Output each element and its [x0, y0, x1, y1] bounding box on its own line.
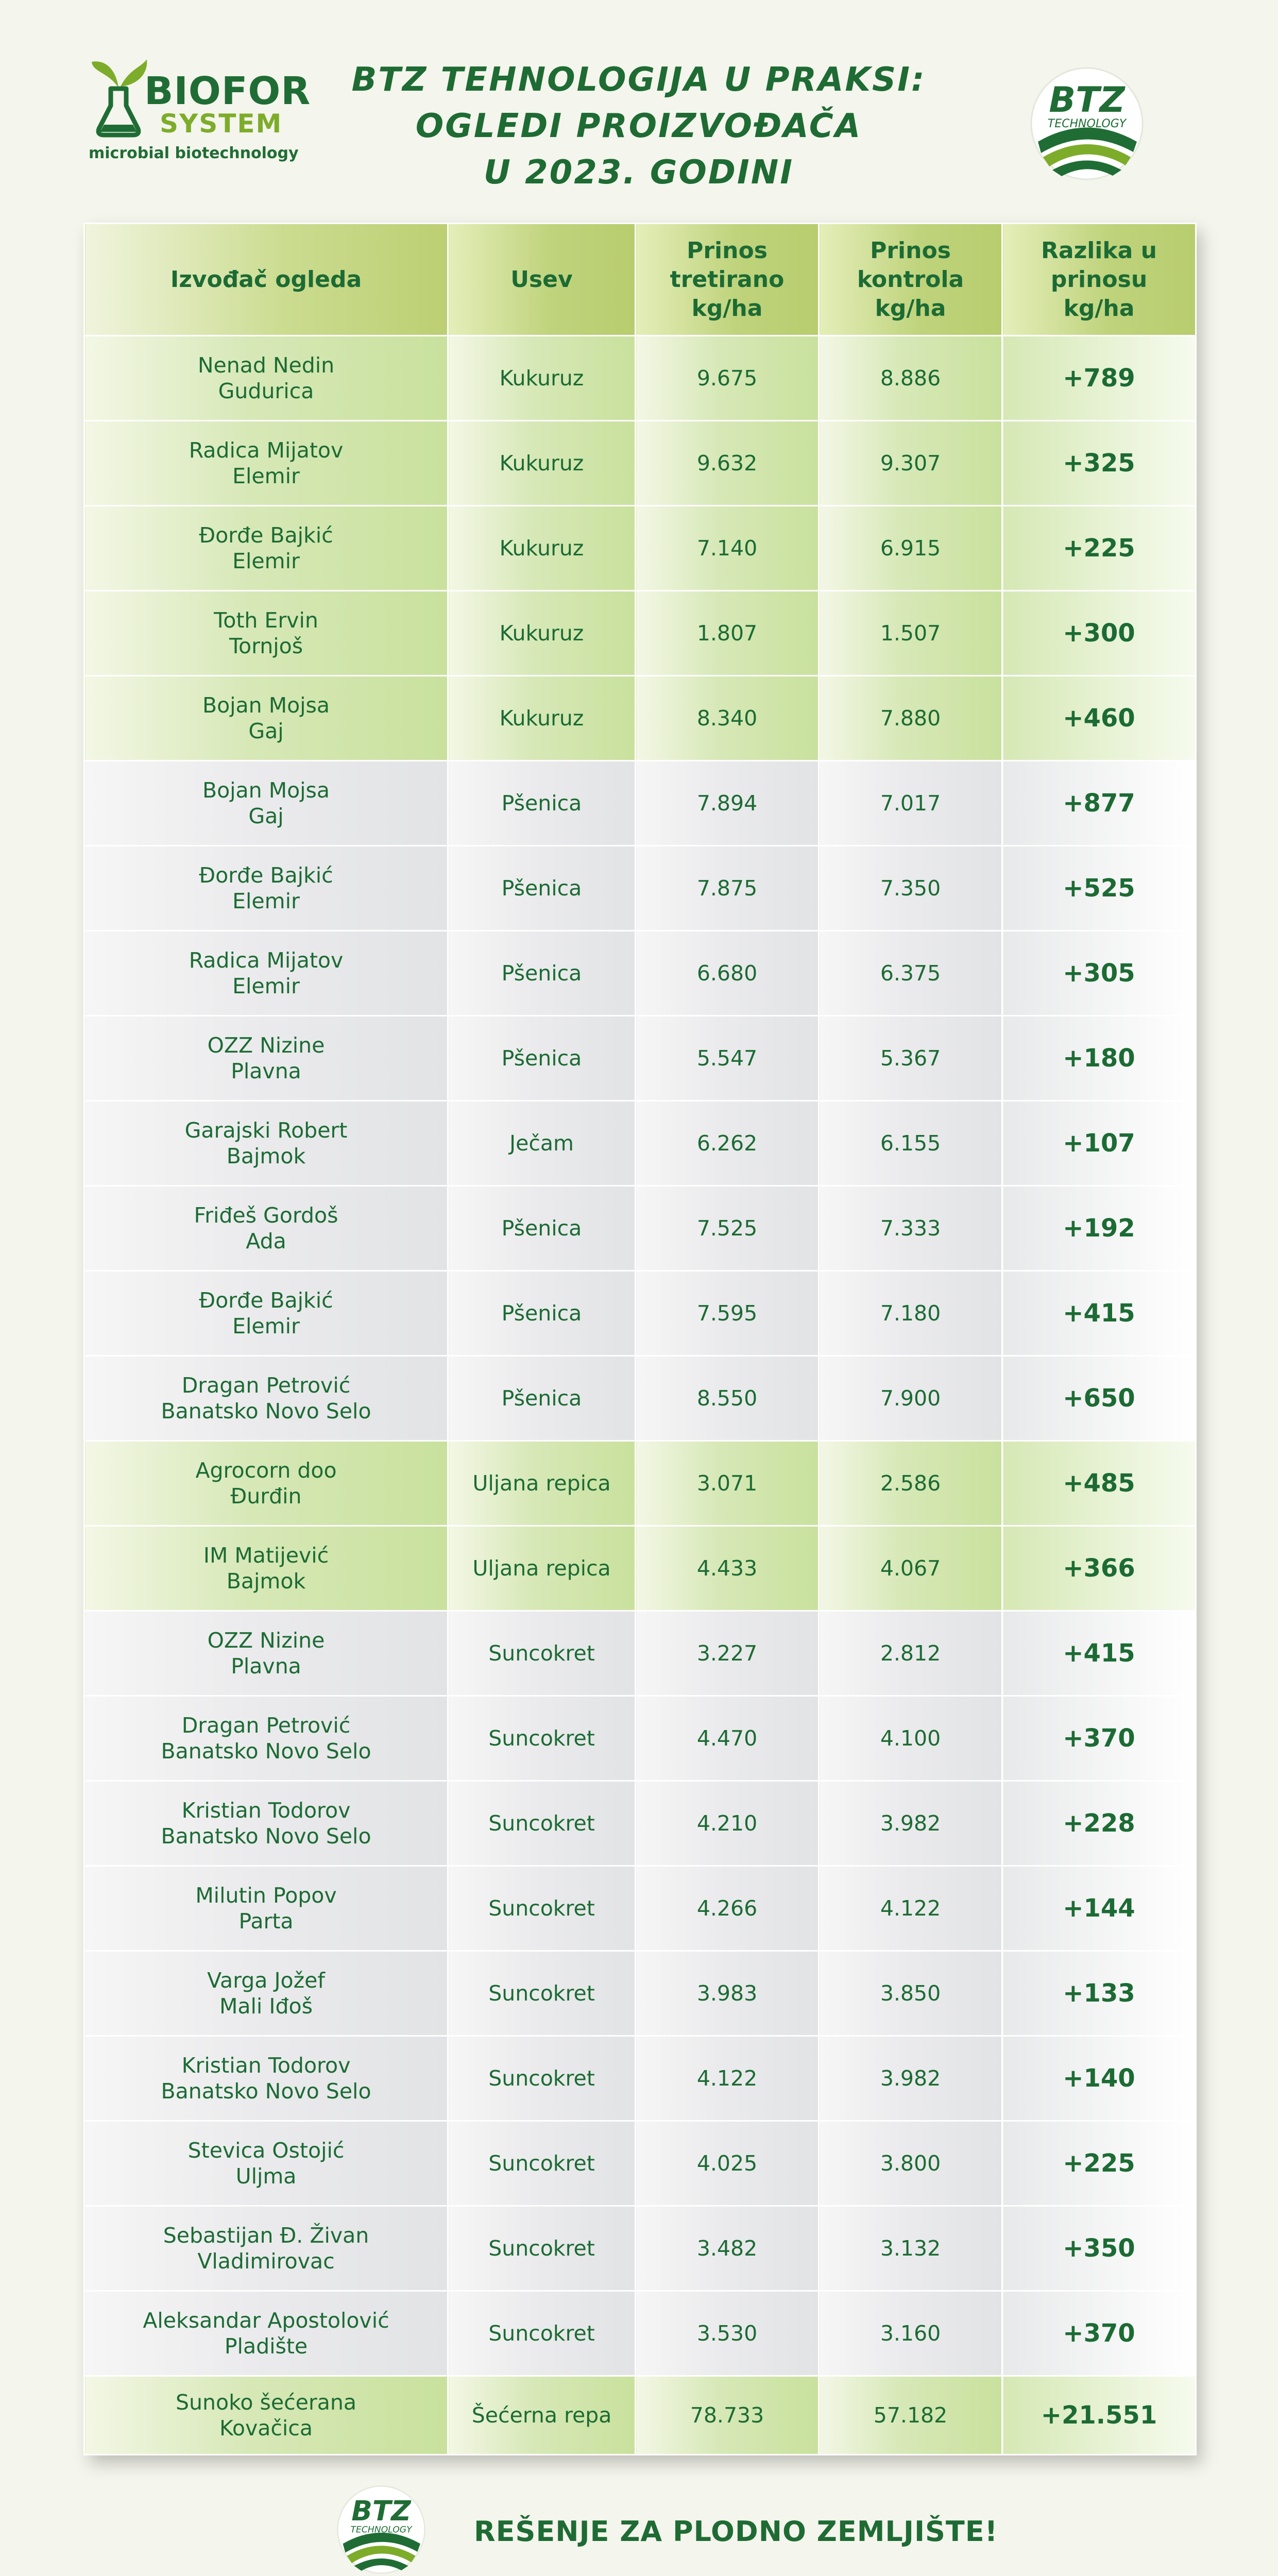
- table-row: [84, 1781, 1196, 1866]
- grower-name: Đorđe Bajkić: [199, 1288, 333, 1313]
- grower-cell: [84, 1951, 448, 2036]
- treated-yield-cell: 8.550: [636, 1356, 819, 1441]
- crop-cell: Uljana repica: [448, 1526, 636, 1611]
- grower-name: OZZ Nizine: [207, 1628, 325, 1653]
- treated-yield-cell: 7.595: [636, 1271, 819, 1356]
- grower-cell: [84, 676, 448, 761]
- table-row: [84, 2121, 1196, 2206]
- grower-cell: [84, 2121, 448, 2206]
- col-header-difference: Razlika u prinosu kg/ha: [1002, 224, 1196, 336]
- treated-yield-cell: 9.632: [636, 421, 819, 506]
- yield-difference-cell: +225: [1002, 506, 1196, 591]
- treated-yield-cell: 7.894: [636, 761, 819, 846]
- grower-cell: [84, 2376, 448, 2455]
- control-yield-cell: 6.375: [819, 931, 1002, 1016]
- grower-place: Uljma: [235, 2164, 297, 2189]
- grower-cell: [84, 1016, 448, 1101]
- yield-difference-cell: +415: [1002, 1611, 1196, 1696]
- treated-yield-cell: 9.675: [636, 336, 819, 421]
- crop-cell: Suncokret: [448, 1781, 636, 1866]
- control-yield-cell: 3.800: [819, 2121, 1002, 2206]
- yield-difference-cell: +877: [1002, 761, 1196, 846]
- yield-difference-cell: +133: [1002, 1951, 1196, 2036]
- grower-place: Elemir: [232, 549, 300, 573]
- grower-place: Elemir: [232, 464, 300, 488]
- grower-name: Agrocorn doo: [195, 1458, 337, 1483]
- table-row: [84, 1271, 1196, 1356]
- treated-yield-cell: 4.266: [636, 1866, 819, 1951]
- grower-cell: [84, 1696, 448, 1781]
- grower-place: Plavna: [231, 1654, 301, 1679]
- table-row: [84, 1526, 1196, 1611]
- yield-difference-cell: +180: [1002, 1016, 1196, 1101]
- grower-place: Elemir: [232, 889, 300, 913]
- treated-yield-cell: 3.071: [636, 1441, 819, 1526]
- yield-difference-cell: +650: [1002, 1356, 1196, 1441]
- control-yield-cell: 7.880: [819, 676, 1002, 761]
- col-header-crop: Usev: [448, 224, 636, 336]
- header: [0, 0, 1278, 216]
- control-yield-cell: 7.900: [819, 1356, 1002, 1441]
- page-title: [319, 57, 958, 196]
- table-row: [84, 1866, 1196, 1951]
- grower-place: Gaj: [248, 719, 284, 743]
- table-row: [84, 1611, 1196, 1696]
- grower-place: Banatsko Novo Selo: [161, 1739, 371, 1764]
- crop-cell: Suncokret: [448, 2206, 636, 2291]
- table-row: [84, 1696, 1196, 1781]
- grower-name: Bojan Mojsa: [202, 778, 330, 803]
- crop-cell: Pšenica: [448, 761, 636, 846]
- grower-cell: [84, 2036, 448, 2121]
- title-line-3: U 2023. GODINI: [483, 154, 794, 192]
- treated-yield-cell: 8.340: [636, 676, 819, 761]
- btz-logo-sub: TECHNOLOGY: [1047, 117, 1127, 130]
- grower-cell: [84, 336, 448, 421]
- table-row: [84, 2206, 1196, 2291]
- crop-cell: Suncokret: [448, 1951, 636, 2036]
- yield-difference-cell: +228: [1002, 1781, 1196, 1866]
- grower-cell: [84, 1781, 448, 1866]
- grower-place: Bajmok: [226, 1144, 306, 1168]
- yield-difference-cell: +144: [1002, 1866, 1196, 1951]
- yield-difference-cell: +370: [1002, 1696, 1196, 1781]
- grower-place: Elemir: [232, 1314, 300, 1338]
- grower-name: Đorđe Bajkić: [199, 863, 333, 888]
- yield-difference-cell: +305: [1002, 931, 1196, 1016]
- treated-yield-cell: 1.807: [636, 591, 819, 676]
- treated-yield-cell: 6.680: [636, 931, 819, 1016]
- grower-cell: [84, 846, 448, 931]
- grower-cell: [84, 1441, 448, 1526]
- control-yield-cell: 7.017: [819, 761, 1002, 846]
- grower-cell: [84, 2206, 448, 2291]
- yield-difference-cell: +460: [1002, 676, 1196, 761]
- grower-place: Gudurica: [218, 379, 314, 403]
- yield-difference-cell: +21.551: [1002, 2376, 1196, 2455]
- grower-cell: [84, 761, 448, 846]
- treated-yield-cell: 7.875: [636, 846, 819, 931]
- grower-place: Parta: [238, 1909, 294, 1934]
- table-row: [84, 931, 1196, 1016]
- treated-yield-cell: 3.983: [636, 1951, 819, 2036]
- control-yield-cell: 3.982: [819, 2036, 1002, 2121]
- grower-cell: [84, 591, 448, 676]
- col-header-control: Prinos kontrola kg/ha: [819, 224, 1002, 336]
- crop-cell: Suncokret: [448, 1611, 636, 1696]
- crop-cell: Suncokret: [448, 1866, 636, 1951]
- treated-yield-cell: 7.525: [636, 1186, 819, 1271]
- control-yield-cell: 7.180: [819, 1271, 1002, 1356]
- grower-place: Gaj: [248, 804, 284, 828]
- grower-place: Tornjoš: [229, 634, 303, 658]
- treated-yield-cell: 4.025: [636, 2121, 819, 2206]
- crop-cell: Pšenica: [448, 846, 636, 931]
- btz-logo-icon: [1028, 64, 1146, 183]
- crop-cell: Kukuruz: [448, 676, 636, 761]
- grower-name: Bojan Mojsa: [202, 693, 330, 718]
- crop-cell: Kukuruz: [448, 591, 636, 676]
- control-yield-cell: 4.122: [819, 1866, 1002, 1951]
- grower-name: Kristian Todorov: [181, 1798, 351, 1823]
- yield-difference-cell: +525: [1002, 846, 1196, 931]
- grower-cell: [84, 1186, 448, 1271]
- biofor-logo: [82, 57, 311, 170]
- grower-place: Pladište: [224, 2334, 308, 2359]
- treated-yield-cell: 3.482: [636, 2206, 819, 2291]
- title-line-1: BTZ TEHNOLOGIJA U PRAKSI:: [351, 61, 926, 99]
- crop-cell: Uljana repica: [448, 1441, 636, 1526]
- yield-difference-cell: +300: [1002, 591, 1196, 676]
- grower-cell: [84, 931, 448, 1016]
- treated-yield-cell: 4.433: [636, 1526, 819, 1611]
- crop-cell: Suncokret: [448, 2121, 636, 2206]
- grower-cell: [84, 1356, 448, 1441]
- control-yield-cell: 8.886: [819, 336, 1002, 421]
- table-header-row: [84, 224, 1196, 336]
- grower-name: Toth Ervin: [214, 608, 318, 633]
- control-yield-cell: 2.812: [819, 1611, 1002, 1696]
- table-row: [84, 1186, 1196, 1271]
- grower-place: Banatsko Novo Selo: [161, 1824, 371, 1849]
- control-yield-cell: 6.915: [819, 506, 1002, 591]
- grower-place: Đurđin: [230, 1484, 302, 1509]
- yield-difference-cell: +107: [1002, 1101, 1196, 1186]
- yield-difference-cell: +225: [1002, 2121, 1196, 2206]
- grower-cell: [84, 1866, 448, 1951]
- control-yield-cell: 4.100: [819, 1696, 1002, 1781]
- btz-footer-logo-icon: [335, 2483, 428, 2576]
- crop-cell: Pšenica: [448, 1271, 636, 1356]
- table-row: [84, 2291, 1196, 2376]
- col-header-treated: Prinos tretirano kg/ha: [636, 224, 819, 336]
- grower-name: IM Matijević: [203, 1543, 329, 1568]
- table-row: [84, 506, 1196, 591]
- yield-difference-cell: +140: [1002, 2036, 1196, 2121]
- grower-place: Elemir: [232, 974, 300, 998]
- grower-place: Bajmok: [226, 1569, 306, 1594]
- crop-cell: Pšenica: [448, 931, 636, 1016]
- table-row: [84, 591, 1196, 676]
- crop-cell: Šećerna repa: [448, 2376, 636, 2455]
- grower-name: Radica Mijatov: [189, 438, 344, 463]
- grower-cell: [84, 1271, 448, 1356]
- yield-difference-cell: +789: [1002, 336, 1196, 421]
- yield-difference-cell: +415: [1002, 1271, 1196, 1356]
- crop-cell: Pšenica: [448, 1016, 636, 1101]
- footer-slogan: REŠENJE ZA PLODNO ZEMLJIŠTE!: [474, 2515, 998, 2548]
- results-table: [83, 223, 1195, 2455]
- plant-flask-icon: [88, 57, 149, 139]
- grower-cell: [84, 1101, 448, 1186]
- control-yield-cell: 7.350: [819, 846, 1002, 931]
- crop-cell: Suncokret: [448, 2291, 636, 2376]
- grower-place: Mali Iđoš: [219, 1994, 313, 2019]
- table-row: [84, 846, 1196, 931]
- biofor-tagline: microbial biotechnology: [89, 144, 299, 162]
- table-row: [84, 676, 1196, 761]
- col-header-grower: Izvođač ogleda: [84, 224, 448, 336]
- table-row: [84, 1101, 1196, 1186]
- crop-cell: Kukuruz: [448, 336, 636, 421]
- treated-yield-cell: 7.140: [636, 506, 819, 591]
- title-line-2: OGLEDI PROIZVOĐAČA: [415, 107, 862, 145]
- grower-name: Sunoko šećerana: [176, 2390, 356, 2415]
- control-yield-cell: 4.067: [819, 1526, 1002, 1611]
- control-yield-cell: 3.850: [819, 1951, 1002, 2036]
- grower-cell: [84, 1611, 448, 1696]
- grower-cell: [84, 2291, 448, 2376]
- treated-yield-cell: 4.210: [636, 1781, 819, 1866]
- grower-name: Garajski Robert: [184, 1118, 348, 1143]
- grower-name: Nenad Nedin: [197, 353, 335, 378]
- crop-cell: Suncokret: [448, 2036, 636, 2121]
- control-yield-cell: 7.333: [819, 1186, 1002, 1271]
- btz-logo-text: BTZ: [1049, 80, 1125, 121]
- biofor-system: SYSTEM: [160, 109, 283, 139]
- treated-yield-cell: 6.262: [636, 1101, 819, 1186]
- table-row: [84, 1356, 1196, 1441]
- biofor-name: BIOFOR: [144, 69, 311, 113]
- yield-difference-cell: +370: [1002, 2291, 1196, 2376]
- grower-cell: [84, 1526, 448, 1611]
- treated-yield-cell: 4.122: [636, 2036, 819, 2121]
- btz-footer-logo-sub: TECHNOLOGY: [350, 2524, 412, 2535]
- table-row: [84, 1441, 1196, 1526]
- grower-name: Varga Jožef: [207, 1968, 325, 1993]
- grower-name: Radica Mijatov: [189, 948, 344, 973]
- grower-cell: [84, 421, 448, 506]
- table-row: [84, 336, 1196, 421]
- grower-name: Milutin Popov: [195, 1883, 337, 1908]
- control-yield-cell: 6.155: [819, 1101, 1002, 1186]
- btz-footer-logo-text: BTZ: [351, 2495, 411, 2527]
- yield-difference-cell: +485: [1002, 1441, 1196, 1526]
- grower-name: Dragan Petrović: [181, 1373, 351, 1398]
- grower-cell: [84, 506, 448, 591]
- grower-name: Stevica Ostojić: [188, 2138, 345, 2163]
- treated-yield-cell: 4.470: [636, 1696, 819, 1781]
- control-yield-cell: 5.367: [819, 1016, 1002, 1101]
- yield-difference-cell: +366: [1002, 1526, 1196, 1611]
- yield-difference-cell: +350: [1002, 2206, 1196, 2291]
- table-row: [84, 421, 1196, 506]
- control-yield-cell: 1.507: [819, 591, 1002, 676]
- grower-place: Banatsko Novo Selo: [161, 2079, 371, 2104]
- control-yield-cell: 2.586: [819, 1441, 1002, 1526]
- crop-cell: Ječam: [448, 1101, 636, 1186]
- treated-yield-cell: 78.733: [636, 2376, 819, 2455]
- treated-yield-cell: 3.530: [636, 2291, 819, 2376]
- grower-name: Đorđe Bajkić: [199, 523, 333, 548]
- table-row: [84, 2036, 1196, 2121]
- crop-cell: Suncokret: [448, 1696, 636, 1781]
- grower-name: Kristian Todorov: [181, 2053, 351, 2078]
- grower-name: Sebastijan Đ. Živan: [163, 2223, 369, 2248]
- table-row: [84, 1951, 1196, 2036]
- control-yield-cell: 3.132: [819, 2206, 1002, 2291]
- treated-yield-cell: 5.547: [636, 1016, 819, 1101]
- crop-cell: Kukuruz: [448, 421, 636, 506]
- grower-place: Kovačica: [219, 2416, 313, 2441]
- grower-name: Aleksandar Apostolović: [143, 2308, 389, 2333]
- grower-name: OZZ Nizine: [207, 1033, 325, 1058]
- grower-name: Friđeš Gordoš: [194, 1203, 338, 1228]
- crop-cell: Kukuruz: [448, 506, 636, 591]
- grower-place: Ada: [246, 1229, 286, 1253]
- grower-name: Dragan Petrović: [181, 1713, 351, 1738]
- control-yield-cell: 57.182: [819, 2376, 1002, 2455]
- yield-difference-cell: +192: [1002, 1186, 1196, 1271]
- crop-cell: Pšenica: [448, 1356, 636, 1441]
- treated-yield-cell: 3.227: [636, 1611, 819, 1696]
- table-row: [84, 761, 1196, 846]
- control-yield-cell: 3.160: [819, 2291, 1002, 2376]
- table-row: [84, 2376, 1196, 2455]
- control-yield-cell: 9.307: [819, 421, 1002, 506]
- control-yield-cell: 3.982: [819, 1781, 1002, 1866]
- table-body: [84, 336, 1196, 2455]
- crop-cell: Pšenica: [448, 1186, 636, 1271]
- grower-place: Banatsko Novo Selo: [161, 1399, 371, 1423]
- yield-difference-cell: +325: [1002, 421, 1196, 506]
- table-row: [84, 1016, 1196, 1101]
- grower-place: Plavna: [231, 1059, 301, 1083]
- grower-place: Vladimirovac: [197, 2249, 335, 2274]
